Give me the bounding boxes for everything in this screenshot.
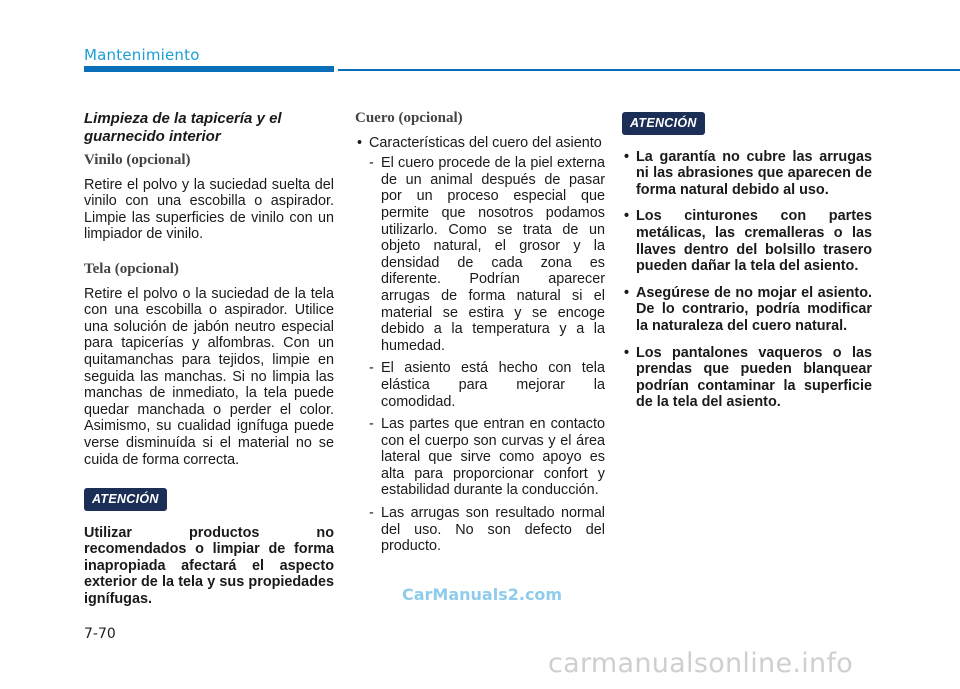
header-rule-thin <box>338 69 960 71</box>
section-header-title: Mantenimiento <box>84 46 200 64</box>
list-item: - El asiento está hecho con tela elástica para mejorar la comodidad. <box>369 360 605 410</box>
fabric-heading: Tela (opcional) <box>84 260 179 277</box>
warning-text: Utilizar productos no recomendados o limpiar de forma inapropiada afectará el aspecto exterior de la tela y sus propiedades ignífugas. <box>84 524 334 608</box>
page-number: 7-70 <box>84 626 116 642</box>
leather-heading: Cuero (opcional) <box>355 110 463 126</box>
dash-list <box>369 155 605 555</box>
list-item: • Asegúrese de no mojar el asiento. De lo contrario, podría modificar la naturaleza del cuero natural. <box>622 285 872 335</box>
list-item: - Las partes que entran en contacto con el cuerpo son curvas y el área lateral que sirve como apoyo es alta para proporcionar confort y estabilidad durante la conducción. <box>369 416 605 499</box>
section-title: Limpieza de la tapicería y el guarnecido interior <box>84 110 282 145</box>
bullet-text: Características del cuero del asiento <box>369 134 602 151</box>
list-item: • Los cinturones con partes metálicas, las cremalleras o las llaves dentro del bolsillo trasero pueden dañar la tela del asiento. <box>622 208 872 274</box>
list-item <box>355 135 605 555</box>
list-item: • La garantía no cubre las arrugas ni las abrasiones que aparecen de forma natural debido al uso. <box>622 149 872 199</box>
list-item: - El cuero procede de la piel externa de un animal después de pasar por un proceso especial que permite que nosotros podamos utilizarlo. Como se trata de un objeto natural, el grosor y la densidad de cada zona es diferente. Podrían aparecer arrugas de forma natural si el material se estira y se encoge debido a la temperatura y a la humedad. <box>369 155 605 354</box>
fabric-paragraph: Retire el polvo o la suciedad de la tela con una escobilla o aspirador. Utilice una solución de jabón neutro especial para tapicerías y alfombras. Con un quitamanchas para tejidos, limpie en seguida las manchas. Si no limpia las manchas de inmediato, la tela puede quedar manchada o perder el color. Asimismo, su cualidad ignífuga puede verse disminuída si el material no se cuida de forma correcta. <box>84 285 334 468</box>
header-rule-thick <box>84 66 334 72</box>
warning-badge: ATENCIÓN <box>622 112 705 135</box>
warning-badge: ATENCIÓN <box>84 488 167 511</box>
column-middle <box>355 110 605 563</box>
list-item: • Los pantalones vaqueros o las prendas que pueden blanquear podrían contaminar la superficie de la tela del asiento. <box>622 345 872 411</box>
column-right <box>622 104 872 421</box>
list-item: - Las arrugas son resultado normal del uso. No son defecto del producto. <box>369 505 605 555</box>
watermark-carmanuals2: CarManuals2.com <box>402 585 563 604</box>
column-left <box>84 110 334 608</box>
watermark-carmanualsonline: carmanualsonline.info <box>548 648 854 679</box>
vinyl-heading: Vinilo (opcional) <box>84 152 191 168</box>
warning-bullet-list <box>622 149 872 411</box>
vinyl-paragraph: Retire el polvo y la suciedad suelta del vinilo con una escobilla o aspirador. Limpie las superficies de vinilo con un limpiador de vinilo. <box>84 176 334 243</box>
leather-bullet-list <box>355 135 605 555</box>
